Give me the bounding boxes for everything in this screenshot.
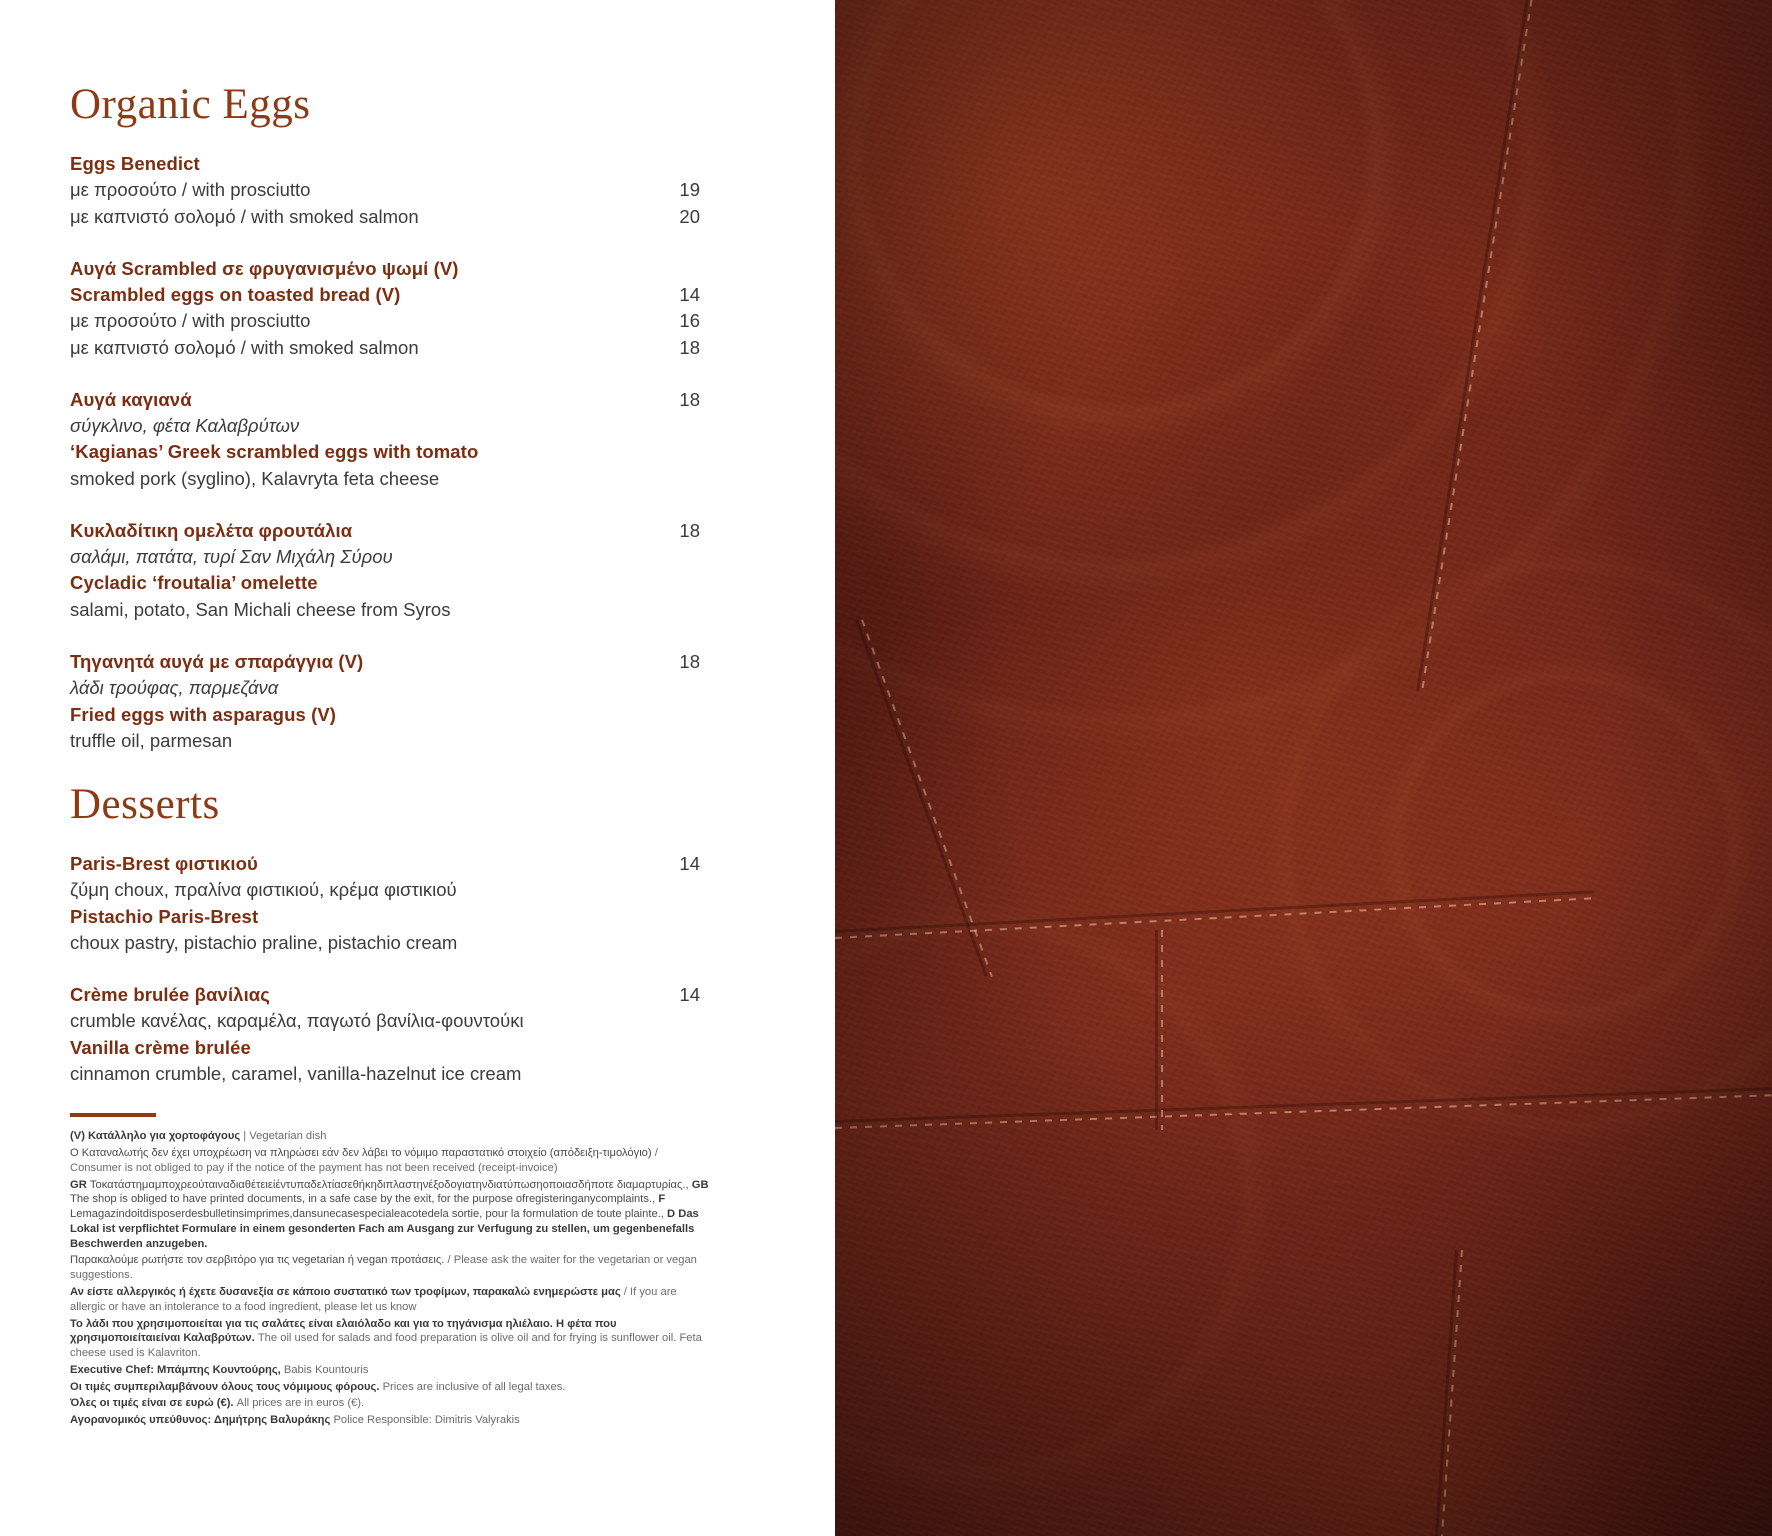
footnote-consumer xyxy=(70,1146,710,1176)
menu-row xyxy=(70,597,700,623)
menu-row xyxy=(70,904,700,930)
section-title-desserts: Desserts xyxy=(70,781,220,829)
menu-row xyxy=(70,1035,700,1061)
footnote-divider xyxy=(70,1113,156,1117)
menu-item-scrambled-eggs xyxy=(70,256,700,361)
menu-item-fried-eggs-asparagus xyxy=(70,649,700,754)
item-desc-gr: σαλάμι, πατάτα, τυρί Σαν Μιχάλη Σύρου xyxy=(70,546,393,568)
menu-row xyxy=(70,308,700,334)
footnote-gb-text: The shop is obliged to have printed documents, in a safe case by the exit, for the purpose ofregisteringanycomplaints., xyxy=(70,1193,656,1206)
footnote-vegan xyxy=(70,1253,710,1283)
menu-row xyxy=(70,204,700,230)
item-variant: με καπνιστό σολομό / with smoked salmon xyxy=(70,336,419,358)
footnote-consumer-en: / Consumer is not obliged to pay if the notice of the payment has not been received (receipt-invoice) xyxy=(70,1146,658,1174)
menu-row xyxy=(70,413,700,439)
item-price: 14 xyxy=(679,984,700,1006)
item-name-en: Vanilla crème brulée xyxy=(70,1036,251,1058)
menu-row xyxy=(70,518,700,544)
menu-row xyxy=(70,282,700,308)
item-name-en: ‘Kagianas’ Greek scrambled eggs with tomato xyxy=(70,441,479,463)
menu-row xyxy=(70,151,700,177)
item-price: 20 xyxy=(679,205,700,227)
item-price: 18 xyxy=(679,519,700,541)
item-desc-en: salami, potato, San Michali cheese from Syros xyxy=(70,598,451,620)
footnote-taxes-gr: Οι τιμές συμπεριλαμβάνουν όλους τους νόμιμους φόρους. xyxy=(70,1380,380,1393)
footnote-chef-label: Executive Chef: xyxy=(70,1363,154,1376)
menu-row xyxy=(70,544,700,570)
item-variant: με προσούτο / with prosciutto xyxy=(70,310,311,332)
item-price: 18 xyxy=(679,336,700,358)
item-name-en: Cycladic ‘froutalia’ omelette xyxy=(70,572,318,594)
menu-item-froutalia xyxy=(70,518,700,623)
item-desc-en: choux pastry, pistachio praline, pistachio cream xyxy=(70,931,458,953)
item-desc-en: truffle oil, parmesan xyxy=(70,729,233,751)
menu-text-pane xyxy=(0,0,835,1536)
menu-row xyxy=(70,1008,700,1034)
footnote-oil-en: The oil used for salads and food preparation is olive oil and for frying is sunflower oil. Feta cheese used is Kalavriton. xyxy=(70,1332,702,1360)
menu-row xyxy=(70,675,700,701)
menu-row xyxy=(70,466,700,492)
item-variant: με προσούτο / with prosciutto xyxy=(70,179,311,201)
footnote-d-label: D xyxy=(667,1208,676,1221)
footnote-oil xyxy=(70,1317,710,1361)
footnote-vegan-en: / Please ask the waiter for the vegetarian or vegan suggestions. xyxy=(70,1254,697,1282)
footnote-chef xyxy=(70,1363,710,1378)
menu-row xyxy=(70,439,700,465)
footnote-currency-gr: Όλες οι τιμές είναι σε ευρώ (€). xyxy=(70,1397,234,1410)
item-name-gr: Αυγά καγιανά xyxy=(70,388,192,410)
footnote-police-gr: Αγορανομικός υπεύθυνος: Δημήτρης Βαλυράκης xyxy=(70,1414,331,1427)
item-name-gr: Τηγανητά αυγά με σπαράγγια (V) xyxy=(70,650,364,672)
footnote-gr-text: Τοκατάστημαμποχρεούταιναδιαθέτειεἰέντυπαδελτίασεθήκηδιπλαστηνέξοδογιατηνδιατύπωσηοποιασδήποτε διαμαρτυρίας., xyxy=(89,1178,689,1191)
item-price: 18 xyxy=(679,650,700,672)
footnote-allergy-en: / If you are allergic or have an intolerance to a food ingredient, please let us know xyxy=(70,1285,677,1313)
menu-row xyxy=(70,702,700,728)
item-desc-en: smoked pork (syglino), Kalavryta feta cheese xyxy=(70,467,440,489)
menu-row xyxy=(70,256,700,282)
footnotes xyxy=(70,1129,710,1428)
item-desc-gr: crumble κανέλας, καραμέλα, παγωτό βανίλια-φουντούκι xyxy=(70,1010,524,1032)
menu-row xyxy=(70,335,700,361)
item-name-gr: Crème brulée βανίλιας xyxy=(70,984,270,1006)
menu-item-eggs-benedict xyxy=(70,151,700,230)
menu-row xyxy=(70,728,700,754)
footnote-currency xyxy=(70,1396,710,1411)
item-price: 14 xyxy=(679,853,700,875)
footnote-allergy-gr: Αν είστε αλλεργικός ή έχετε δυσανεξία σε κάποιο συστατικό των τροφίμων, παρακαλώ ενημερώστε μας xyxy=(70,1285,621,1298)
menu-row xyxy=(70,930,700,956)
footnote-chef-gr: Μπάμπης Κουντούρης, xyxy=(157,1363,281,1376)
item-price: 14 xyxy=(679,284,700,306)
footnote-vegetarian xyxy=(70,1129,710,1144)
footnote-taxes xyxy=(70,1380,710,1395)
menu-row xyxy=(70,177,700,203)
footnote-police xyxy=(70,1413,710,1428)
footnote-allergy xyxy=(70,1285,710,1315)
menu-row xyxy=(70,649,700,675)
footnote-f-text: Lemagazindoitdisposerdesbulletinsimprimes,dansunecasespecialeacotedela sortie, pour la formulation de toute plainte., xyxy=(70,1208,664,1221)
menu-row xyxy=(70,851,700,877)
item-name-en: Pistachio Paris-Brest xyxy=(70,905,259,927)
footnote-d-text: Das Lokal ist verpflichtet Formulare in einem gesonderten Fach am Ausgang zur Verfugung zu stellen, um gegenbenefalls Beschwerden anzugeben. xyxy=(70,1208,699,1250)
item-name-en: Scrambled eggs on toasted bread (V) xyxy=(70,284,401,306)
item-name-gr: Κυκλαδίτικη ομελέτα φρουτάλια xyxy=(70,519,353,541)
footnote-vegan-gr: Παρακαλούμε ρωτήστε τον σερβιτόρο για τις vegetarian ή vegan προτάσεις. xyxy=(70,1254,445,1267)
menu-item-paris-brest xyxy=(70,851,700,956)
footnote-chef-en: Babis Kountouris xyxy=(283,1363,369,1376)
menu-row xyxy=(70,570,700,596)
item-price: 18 xyxy=(679,388,700,410)
item-desc-gr: σύγκλινο, φέτα Καλαβρύτων xyxy=(70,415,300,437)
footnote-oil-gr: Το λάδι που χρησιμοποιείται για τις σαλάτες είναι ελαιόλαδο και για το τηγάνισμα ηλιέλαιο. Η φέτα που χρησιμοποιείταιείναι Καλαβρύτων. xyxy=(70,1317,617,1345)
footnote-taxes-en: Prices are inclusive of all legal taxes. xyxy=(382,1380,566,1393)
item-desc-gr: λάδι τρούφας, παρμεζάνα xyxy=(70,677,279,699)
item-price: 19 xyxy=(679,179,700,201)
footnote-complaints xyxy=(70,1178,710,1252)
item-name-en: Fried eggs with asparagus (V) xyxy=(70,703,337,725)
footnote-currency-en: All prices are in euros (€). xyxy=(236,1397,365,1410)
footnote-vegetarian-en: | Vegetarian dish xyxy=(243,1130,327,1143)
footnote-gb-label: GB xyxy=(691,1178,709,1191)
item-desc-en: cinnamon crumble, caramel, vanilla-hazelnut ice cream xyxy=(70,1062,522,1084)
menu-row xyxy=(70,1061,700,1087)
footnote-gr-label: GR xyxy=(70,1178,87,1191)
item-name-gr: Αυγά Scrambled σε φρυγανισμένο ψωμί (V) xyxy=(70,257,459,279)
leather-photo xyxy=(835,0,1772,1536)
photo-vignette xyxy=(835,0,1772,1536)
menu-item-creme-brulee xyxy=(70,982,700,1087)
item-variant: με καπνιστό σολομό / with smoked salmon xyxy=(70,205,419,227)
footnote-police-en: Police Responsible: Dimitris Valyrakis xyxy=(333,1414,520,1427)
footnote-vegetarian-gr: (V) Κατάλληλο για χορτοφάγους xyxy=(70,1130,241,1143)
item-desc-gr: ζύμη choux, πραλίνα φιστικιού, κρέμα φιστικιού xyxy=(70,879,457,901)
item-name: Eggs Benedict xyxy=(70,153,200,174)
item-name-gr: Paris-Brest φιστικιού xyxy=(70,853,258,875)
menu-row xyxy=(70,982,700,1008)
footnote-consumer-gr: Ο Καταναλωτής δεν έχει υποχρέωση να πληρώσει εάν δεν λάβει το νόμιμο παραστατικό στοιχείο (απόδειξη-τιμολόγιο) xyxy=(70,1146,652,1159)
menu-item-kagianas xyxy=(70,387,700,492)
menu-row xyxy=(70,387,700,413)
menu-row xyxy=(70,877,700,903)
section-title-organic-eggs: Organic Eggs xyxy=(70,81,311,128)
footnote-f-label: F xyxy=(658,1193,666,1206)
item-price: 16 xyxy=(679,310,700,332)
